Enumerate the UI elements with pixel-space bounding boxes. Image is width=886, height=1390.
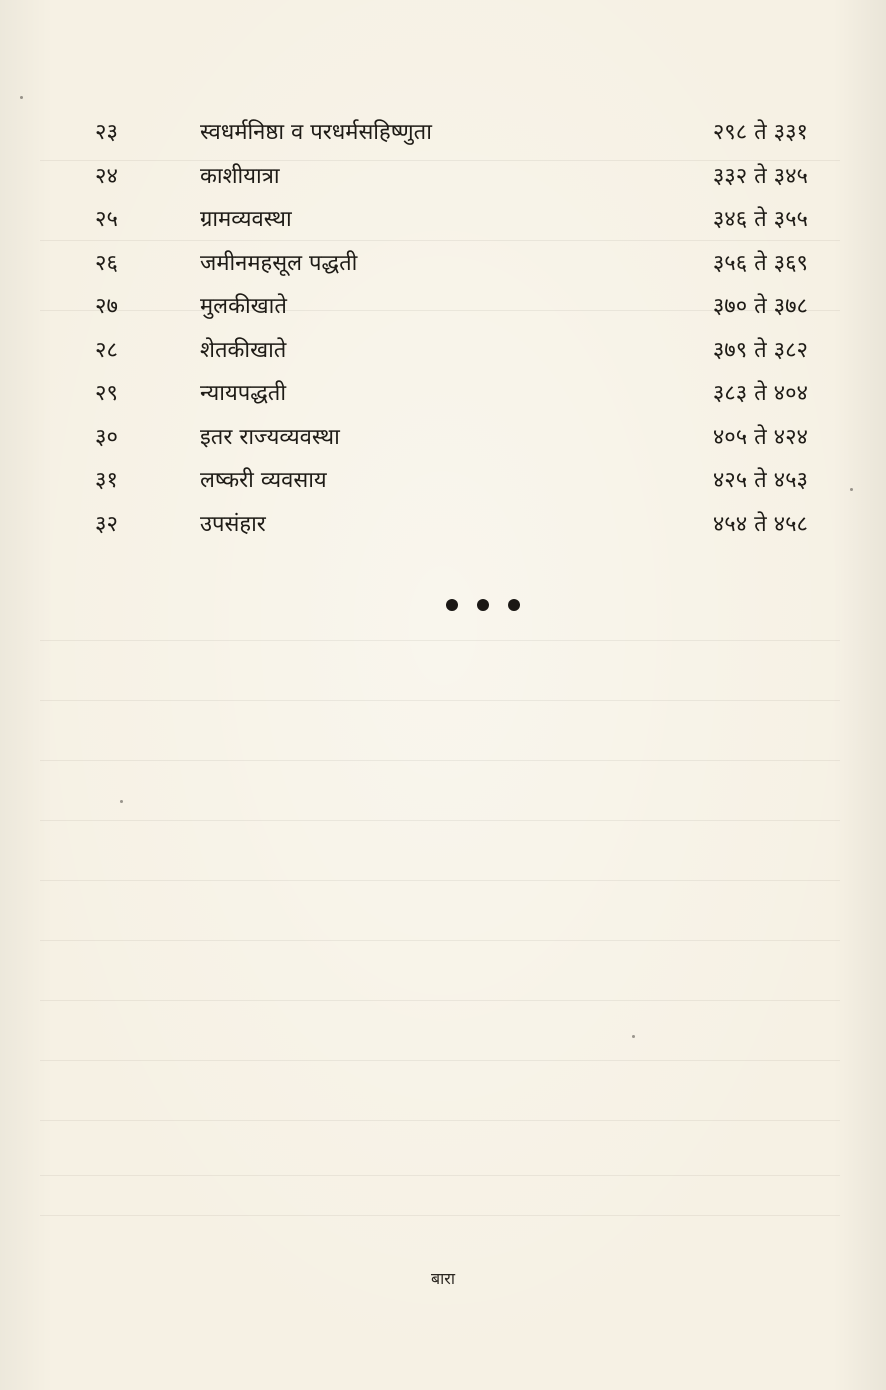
show-through-line [40, 700, 840, 701]
ornament-dot-icon [446, 599, 458, 611]
chapter-number: ३० [95, 424, 118, 450]
show-through-line [40, 940, 840, 941]
page-range: २९८ ते ३३१ [712, 120, 808, 145]
chapter-number: २९ [95, 381, 118, 406]
toc-entry [0, 286, 886, 330]
ornament-dot-icon [477, 599, 489, 611]
chapter-title: इतर राज्यव्यवस्था [200, 424, 340, 450]
toc-entry [0, 199, 886, 243]
chapter-number: २६ [95, 250, 118, 276]
chapter-number: २३ [95, 120, 118, 145]
toc-entry [0, 504, 886, 548]
show-through-line [40, 880, 840, 881]
toc-entry [0, 330, 886, 374]
page-range: ४०५ ते ४२४ [712, 424, 808, 450]
chapter-title: ग्रामव्यवस्था [200, 207, 292, 232]
page-number: बारा [431, 1269, 455, 1288]
chapter-title: उपसंहार [200, 511, 266, 537]
chapter-number: २८ [95, 337, 118, 363]
show-through-line [40, 760, 840, 761]
page-range: ४२५ ते ४५३ [712, 468, 808, 493]
paper-speck [632, 1035, 635, 1038]
chapter-number: २५ [95, 207, 118, 232]
toc-entry [0, 460, 886, 504]
page-range: ३८३ ते ४०४ [712, 381, 808, 406]
page-range: ४५४ ते ४५८ [712, 511, 808, 537]
show-through-line [40, 820, 840, 821]
show-through-line [40, 1000, 840, 1001]
page-range: ३७० ते ३७८ [712, 294, 808, 319]
chapter-title: न्यायपद्धती [200, 381, 287, 406]
toc-entry [0, 243, 886, 287]
chapter-title: लष्करी व्यवसाय [200, 468, 327, 493]
ornament-dot-icon [508, 599, 520, 611]
chapter-number: २७ [95, 294, 118, 319]
paper-speck [20, 96, 23, 99]
page-range: ३३२ ते ३४५ [712, 163, 808, 189]
section-ornament [440, 598, 526, 612]
toc-entry [0, 156, 886, 200]
chapter-number: ३१ [95, 468, 118, 493]
show-through-line [40, 1060, 840, 1061]
show-through-line [40, 1175, 840, 1176]
chapter-number: ३२ [95, 511, 118, 537]
toc-entry [0, 417, 886, 461]
chapter-number: २४ [95, 163, 118, 189]
paper-speck [120, 800, 123, 803]
show-through-line [40, 1120, 840, 1121]
chapter-title: शेतकीखाते [200, 337, 287, 363]
toc-entry [0, 112, 886, 156]
page-range: ३५६ ते ३६९ [712, 250, 808, 276]
chapter-title: जमीनमहसूल पद्धती [200, 250, 358, 276]
table-of-contents [0, 112, 886, 547]
page-range: ३४६ ते ३५५ [712, 207, 808, 232]
chapter-title: मुलकीखाते [200, 294, 287, 319]
chapter-title: काशीयात्रा [200, 163, 280, 189]
show-through-line [40, 1215, 840, 1216]
show-through-line [40, 640, 840, 641]
toc-entry [0, 373, 886, 417]
page-range: ३७९ ते ३८२ [712, 337, 808, 363]
chapter-title: स्वधर्मनिष्ठा व परधर्मसहिष्णुता [200, 120, 432, 145]
